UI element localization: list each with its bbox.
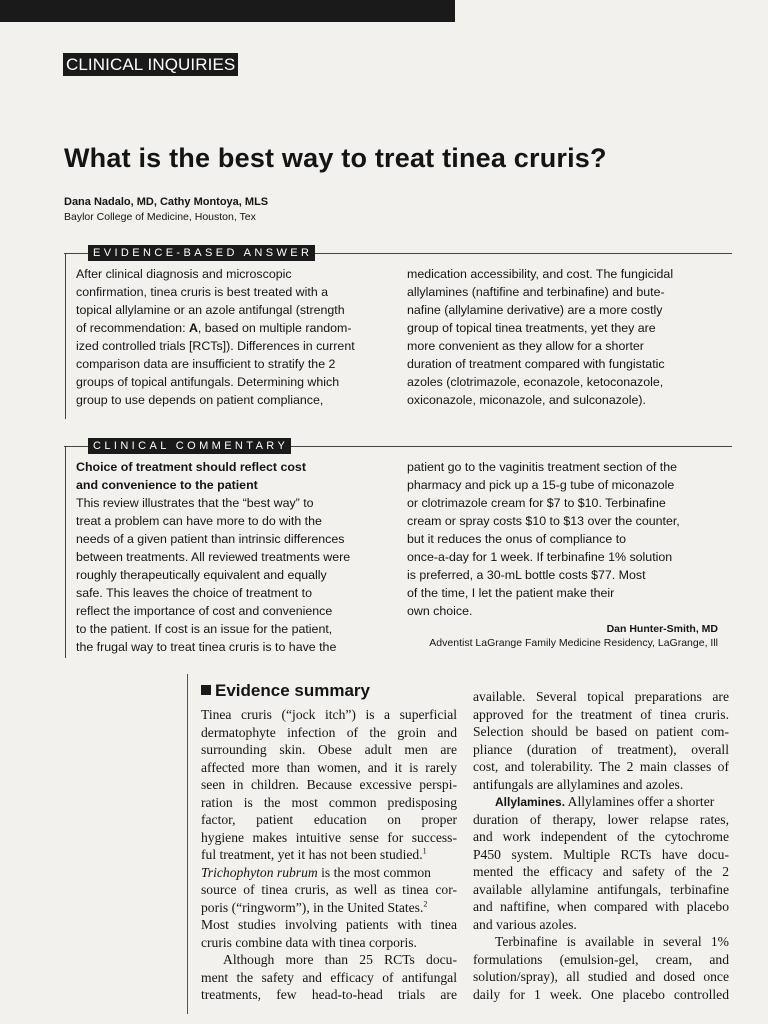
text-line: mented the efficacy and safety of the 2 (473, 864, 729, 879)
text-line: approved for the treatment of tinea cruris. (473, 706, 729, 722)
text-line: and various azoles. (473, 916, 577, 932)
text-line: affected more than women, and it is rarely (201, 759, 457, 775)
text-line (76, 319, 355, 337)
signature-name: Dan Hunter-Smith, MD (606, 623, 718, 635)
text-line: but it reduces the onus of compliance to (407, 532, 627, 546)
clinical-commentary-heading: CLINICAL COMMENTARY (88, 438, 291, 454)
text-line: Although more than 25 RCTs docu- (223, 952, 457, 967)
text-run: poris (“ringworm”), in the United States. (201, 899, 424, 915)
text-line: group of topical tinea treatments, yet they are (407, 321, 656, 335)
article-affiliation: Baylor College of Medicine, Houston, Tex (64, 211, 256, 223)
text-line: factor, patient education on proper (201, 812, 457, 827)
text-line: Tinea cruris (“jock itch”) is a superficial (201, 707, 457, 722)
divider (187, 674, 188, 1014)
article-authors: Dana Nadalo, MD, Cathy Montoya, MLS (64, 196, 269, 208)
text-line: duration of therapy, lower relapse rates, (473, 811, 729, 827)
citation-ref: 2 (423, 898, 428, 908)
text-line: source of tinea cruris, as well as tinea cor- (201, 882, 457, 897)
text-line: comparison data are insufficient to stratify the 2 (76, 357, 336, 371)
text-line: Selection should be based on patient com- (473, 724, 729, 739)
text-line: available allylamine antifungals, terbinafine (473, 881, 729, 897)
text-line: ration is the most common predisposing (201, 794, 457, 810)
text-line: hygiene makes intuitive sense for success- (201, 829, 457, 845)
text-line: treatments, few head-to-head trials are (201, 987, 457, 1002)
text-line (201, 846, 457, 864)
text-line: topical allylamine or an azole antifungal (strength (76, 303, 345, 317)
text-line (473, 793, 729, 811)
text-line: safe. This leaves the choice of treatment to (76, 586, 313, 600)
evidence-summary-heading (201, 681, 370, 701)
text-line: seen in children. Because excessive perspi- (201, 777, 457, 792)
text-line: daily for 1 week. One placebo controlled (473, 986, 729, 1002)
text-line: between treatments. All reviewed treatments were (76, 550, 351, 564)
text-line: is preferred, a 30-mL bottle costs $77. Most (407, 568, 646, 582)
commentary-left (76, 458, 350, 656)
text-line: oxiconazole, miconazole, and sulconazole). (407, 393, 647, 407)
signature-affiliation: Adventist LaGrange Family Medicine Residency, LaGrange, Ill (429, 637, 718, 649)
text-line (201, 899, 457, 917)
text-line (201, 864, 457, 882)
section-label: CLINICAL INQUIRIES (63, 53, 238, 76)
text-line: P450 system. Multiple RCTs have docu- (473, 846, 729, 862)
text-run: , based on multiple random- (197, 321, 352, 335)
text-line: medication accessibility, and cost. The fungicidal (407, 267, 674, 281)
text-line: confirmation, tinea cruris is best treated with a (76, 285, 329, 299)
text-line: to the patient. If cost is an issue for the patient, (76, 622, 333, 636)
text-line: available. Several topical preparations are (473, 689, 729, 704)
text-line: After clinical diagnosis and microscopic (76, 267, 292, 281)
evidence-summary-title: Evidence summary (215, 681, 370, 700)
article-title: What is the best way to treat tinea cruris? (64, 143, 607, 173)
text-line: and work independent of the cytochrome (473, 829, 729, 844)
text-line: azoles (clotrimazole, econazole, ketoconazole, (407, 375, 664, 389)
text-line: cream or spray costs $10 to $13 over the counter, (407, 514, 680, 528)
sor-grade: A (188, 321, 198, 335)
commentary-subhead: Choice of treatment should reflect cost (76, 460, 306, 474)
commentary-subhead: and convenience to the patient (76, 478, 258, 492)
text-line: ized controlled trials [RCTs]). Differences in current (76, 339, 355, 353)
text-line: This review illustrates that the “best way” to (76, 496, 314, 510)
text-line: own choice. (407, 604, 473, 618)
evidence-answer-right (407, 265, 673, 409)
text-line: group to use depends on patient compliance, (76, 393, 324, 407)
text-run: ful treatment, yet it has not been studied. (201, 847, 423, 862)
text-line: Most studies involving patients with tinea (201, 917, 457, 932)
commentary-right (407, 458, 680, 620)
summary-left-column (201, 706, 457, 1004)
species-name: Trichophyton rubrum (201, 864, 318, 880)
top-black-bar (0, 0, 455, 22)
divider (65, 446, 66, 658)
text-line: dermatophyte infection of the groin and (201, 724, 457, 740)
summary-right-column (473, 688, 729, 1003)
text-line: nafine (allylamine derivative) are a more costly (407, 303, 663, 317)
text-line: the frugal way to treat tinea cruris is to have the (76, 640, 337, 654)
evidence-answer-left (76, 265, 355, 409)
square-bullet-icon (201, 685, 211, 695)
text-line: Terbinafine is available in several 1% (495, 934, 729, 949)
text-line: ment the safety and efficacy of antifungal (201, 969, 457, 985)
text-line: of the time, I let the patient make their (407, 586, 615, 600)
text-line: antifungals are allylamines and azoles. (473, 776, 684, 792)
text-line: needs of a given patient than intrinsic differences (76, 532, 345, 546)
text-run: Allylamines offer a shorter (565, 794, 715, 809)
text-line: duration of treatment compared with fungistatic (407, 357, 665, 371)
text-line: roughly therapeutically equivalent and equally (76, 568, 327, 582)
text-line: allylamines (naftifine and terbinafine) and bute- (407, 285, 665, 299)
text-line: more convenient as they allow for a shorter (407, 339, 644, 353)
text-line: and naftifine, when compared with placebo (473, 899, 729, 914)
text-line: formulations (emulsion-gel, cream, and (473, 951, 729, 967)
text-line: or clotrimazole cream for $7 to $10. Terbinafine (407, 496, 666, 510)
text-line: cruris combine data with tinea corporis. (201, 934, 417, 950)
text-line: cost, and tolerability. The 2 main classes of (473, 759, 729, 774)
text-line: patient go to the vaginitis treatment section of the (407, 460, 678, 474)
divider (65, 253, 66, 419)
text-line: treat a problem can have more to do with the (76, 514, 322, 528)
text-run: of recommendation: (76, 321, 189, 335)
text-line: surrounding skin. Obese adult men are (201, 742, 457, 757)
text-run: is the most common (317, 864, 431, 880)
text-line: solution/spray), all studied and dosed once (473, 969, 729, 984)
text-line: pharmacy and pick up a 15-g tube of miconazole (407, 478, 675, 492)
evidence-answer-heading: EVIDENCE-BASED ANSWER (88, 245, 315, 261)
text-line: once-a-day for 1 week. If terbinafine 1% solution (407, 550, 673, 564)
allylamines-subhead: Allylamines. (495, 795, 566, 809)
text-line: pliance (duration of treatment), overall (473, 741, 729, 757)
citation-ref: 1 (422, 846, 427, 856)
text-line: reflect the importance of cost and convenience (76, 604, 333, 618)
text-line: groups of topical antifungals. Determining which (76, 375, 340, 389)
